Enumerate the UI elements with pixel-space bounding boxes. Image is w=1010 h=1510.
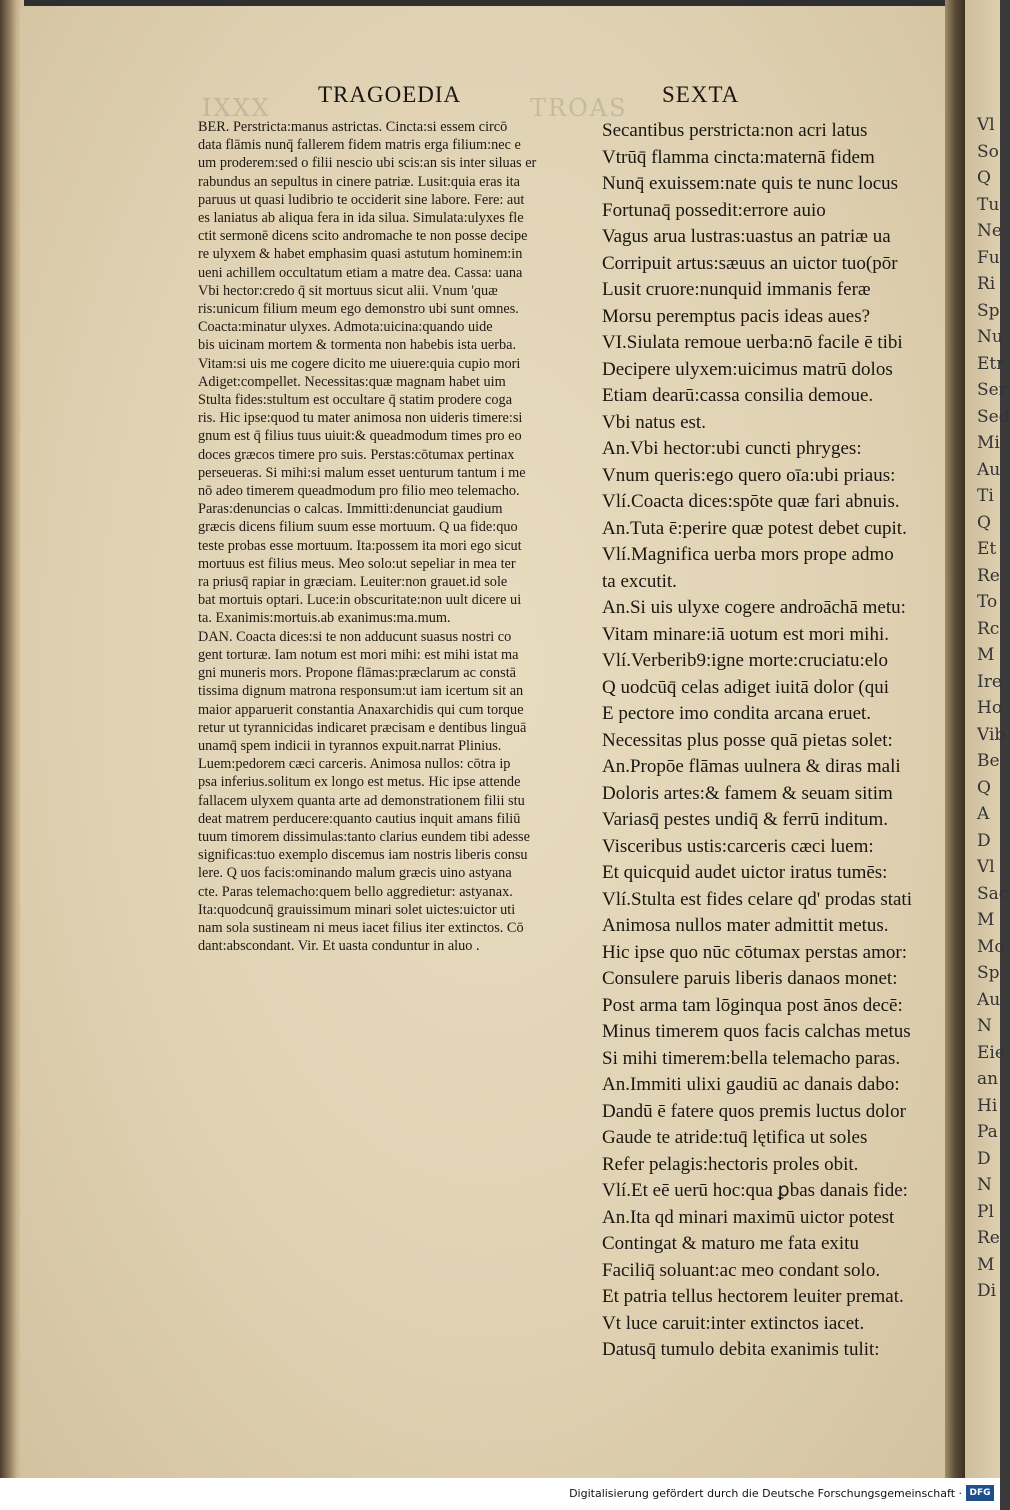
facing-page-fragment: Mi <box>977 433 1000 453</box>
facing-page-fragment: Sp <box>977 963 1000 983</box>
verse-line: Doloris artes:& famem & seuam sitim <box>602 782 893 804</box>
verse-line: Contingat & maturo me fata exitu <box>602 1233 859 1254</box>
commentary-line: ris. Hic ipse:quod tu mater animosa non uideris timere:si <box>198 410 523 427</box>
verse-line: Morsu peremptus pacis ideas aues? <box>602 305 871 327</box>
facing-page-fragment: M <box>977 645 995 665</box>
facing-page-fragment: Etr <box>977 353 1005 374</box>
verse-line: Vlí.Coacta dices:spōte quæ fari abnuis. <box>602 491 900 512</box>
facing-page-fragment: N <box>977 1016 992 1036</box>
verse-line: Hic ipse quo nūc cōtumax perstas amor: <box>602 941 907 963</box>
verse-line: Consulere paruis liberis danaos monet: <box>602 968 898 989</box>
verse-line: Lusit cruore:nunquid immanis feræ <box>602 279 871 300</box>
facing-page-fragment: D <box>977 830 991 851</box>
commentary-line: re ulyxem & habet emphasim quasi astutum hominem:in <box>198 246 523 263</box>
verse-line: Et quicquid audet uictor iratus tumēs: <box>602 862 888 883</box>
commentary-line: Ita:quodcunq̄ grauissimum minari solet uictes:uictor uti <box>198 901 516 918</box>
facing-page-fragment: Mo <box>977 936 1005 957</box>
commentary-line: retur ut tyrannicidas indicaret præcisam e dentibus linguā <box>198 719 527 736</box>
commentary-line: Coacta:minatur ulyxes. Admota:uicina:quando uide <box>198 319 493 336</box>
commentary-line: cte. Paras telemacho:quem bello aggredietur: astyanax. <box>198 883 513 900</box>
facing-page-fragment: Q <box>977 512 991 533</box>
verse-line: An.Propōe flāmas uulnera & diras mali <box>602 756 901 777</box>
verse-line: Et patria tellus hectorem leuiter premat. <box>602 1286 904 1307</box>
verse-line: Visceribus ustis:carceris cæci luem: <box>602 835 874 857</box>
verse-line: Refer pelagis:hectoris proles obit. <box>602 1153 859 1175</box>
book-gutter <box>945 0 965 1478</box>
verse-line: Vbi natus est. <box>602 411 706 433</box>
running-head-left: TRAGOEDIA <box>318 82 462 107</box>
verse-line: Q uodcūq̄ celas adiget iuitā dolor (qui <box>602 676 890 698</box>
facing-page-fragment: Rc <box>977 618 1000 639</box>
verse-line: Corripuit artus:sæuus an uictor tuo(pōr <box>602 252 898 274</box>
verse-line: An.Vbi hector:ubi cuncti phryges: <box>602 438 862 459</box>
facing-page-fragment: Vl <box>977 115 995 135</box>
commentary-line: ta. Exanimis:mortuis.ab exanimus:ma.mum. <box>198 610 451 627</box>
commentary-line: gent torturæ. Iam notum est mori mihi: est mihi istat ma <box>198 646 519 663</box>
verse-line: Secantibus perstricta:non acri latus <box>602 120 868 141</box>
commentary-line: Vitam:si uis me cogere dicito me uiuere:quia cupio mori <box>198 355 521 372</box>
verse-line: Gaude te atride:tuq̄ lętifica ut soles <box>602 1127 868 1148</box>
commentary-line: gnum est q̄ filius tuus uiuit:& queadmodum times pro eo <box>198 428 522 445</box>
verse-line: Vlí.Et eē uerū hoc:qua ꝑbas danais fide: <box>602 1180 908 1201</box>
commentary-line: tissima dignum matrona responsum:ut iam icertum sit an <box>198 683 524 700</box>
facing-page-fragment: To <box>977 592 998 612</box>
facing-page-fragment: Re <box>977 565 1000 586</box>
commentary-line: Adiget:compellet. Necessitas:quæ magnam habet uim <box>198 373 506 390</box>
verse-line: Vitam minare:iā uotum est mori mihi. <box>602 623 889 645</box>
facing-page-fragment: an <box>977 1069 999 1089</box>
facing-page-fragment: Ti <box>977 486 994 506</box>
commentary-line: paruus ut quasi ludibrio te occiderit sine labore. Fere: aut <box>198 191 525 208</box>
facing-page-edge <box>965 0 1010 1478</box>
commentary-line: ris:unicum filium meum ego demonstro ubi sunt omnes. <box>198 301 519 318</box>
verse-line: An.Si uis ulyxe cogere androāchā metu: <box>602 597 906 618</box>
commentary-line: Paras:denuncias o calcas. Immitti:denunciat gaudium <box>198 501 503 518</box>
commentary-line: rabundus an sepultus in cinere patriæ. Lusit:quia eras ita <box>198 173 520 190</box>
commentary-line: deat matrem perducere:quanto cautius inquit amans filiū <box>198 810 521 827</box>
running-head-right: SEXTA <box>662 82 740 107</box>
verse-line: Faciliq̄ soluant:ac meo condant solo. <box>602 1259 881 1281</box>
verse-line: E pectore imo condita arcana eruet. <box>602 703 872 724</box>
commentary-line: bis uicinam mortem & tormenta non habebis ista uerba. <box>198 337 517 354</box>
facing-page-fragment: Sp <box>977 300 1000 321</box>
facing-page-fragment: Et <box>977 539 997 559</box>
facing-page-fragment: A <box>977 804 990 824</box>
facing-page-fragment: Vl <box>977 857 995 877</box>
facing-page-fragment: Nu <box>977 327 1003 347</box>
commentary-line: maior apparuerit constantia Anaxarchidis qui cum torque <box>198 701 524 718</box>
commentary-line: um proderem:sed o filii nescio ubi scis:an sis inter siluas er <box>198 155 537 172</box>
verse-line: An.Ita qd minari maximū uictor potest <box>602 1206 895 1228</box>
facing-page-fragment: Ser <box>977 380 1007 400</box>
commentary-line: lere. Q uos facis:ominando malum græcis uino astyana <box>198 865 512 882</box>
commentary-line: DAN. Coacta dices:si te non adducunt suasus nostri co <box>198 628 512 645</box>
commentary-line: græcis dicens filium suum esse mortuum. Q ua fide:quo <box>198 519 518 536</box>
facing-page-fragment: Be <box>977 751 1000 771</box>
dfg-logo[interactable]: DFG <box>966 1485 994 1501</box>
facing-page-fragment: N <box>977 1175 992 1195</box>
bleed-through-right: TROAS <box>530 94 628 122</box>
verse-line: Necessitas plus posse quā pietas solet: <box>602 729 893 751</box>
facing-page-fragment: Au <box>977 989 1001 1010</box>
commentary-line: nam sola sustineam ni meus iacet filius iter extinctos. Cō <box>198 919 524 936</box>
facing-page-fragment: Ho <box>977 698 1003 718</box>
commentary-line: significas:tuo exemplo discemus iam nostris liberis consu <box>198 847 528 864</box>
commentary-line: Luem:pedorem cæci carceris. Animosa nullos: cōtra ip <box>198 756 511 773</box>
facing-page-fragment: Au <box>977 459 1001 480</box>
commentary-line: nō adeo timerem queadmodum pro filio meo telemacho. <box>198 483 520 500</box>
verse-line: Vlí.Magnifica uerba mors prope admo <box>602 544 894 565</box>
facing-page-fragment: Ire <box>977 671 1002 692</box>
facing-page-fragment: Di <box>977 1281 997 1301</box>
commentary-line: gni muneris mors. Propone flāmas:præclarum ac constā <box>198 665 517 682</box>
commentary-line: Stulta fides:stultum est occultare q̄ statim prodere coga <box>198 392 513 409</box>
commentary-line: dant:abscondant. Vir. Et uasta conduntur in aluo . <box>198 938 480 955</box>
verse-line: Fortunaq̄ possedit:errore auio <box>602 199 826 221</box>
commentary-line: ra priusq̄ rapiar in græciam. Leuiter:non grauet.id sole <box>198 574 508 591</box>
commentary-line: perseueras. Si mihi:si malum esset uenturum tantum i me <box>198 464 526 481</box>
facing-page-fragment: Pa <box>977 1122 998 1142</box>
facing-page-fragment: D <box>977 1148 991 1169</box>
commentary-line: unamq̄ spem indicii in tyrannos expuit.narrat Plinius. <box>198 737 502 754</box>
verse-line: Nunq̄ exuissem:nate quis te nunc locus <box>602 173 899 194</box>
commentary-line: teste probas esse mortuum. Ita:possem ita mori ego sicut <box>198 537 522 554</box>
verse-line: Vagus arua lustras:uastus an patriæ ua <box>602 226 891 247</box>
facing-page-fragment: Pl <box>977 1201 994 1222</box>
verse-line: Animosa nullos mater admittit metus. <box>602 915 889 936</box>
commentary-line: mortuus est filius meus. Meo solo:ut sepeliar in mea ter <box>198 555 516 572</box>
verse-line: Vlí.Verberib9:igne morte:cruciatu:elo <box>602 650 888 671</box>
facing-page-fragment: Q <box>977 168 991 188</box>
facing-page-fragment: Eie <box>977 1042 1005 1063</box>
verse-line: Datusq̄ tumulo debita exanimis tulit: <box>602 1339 880 1360</box>
verse-column <box>602 118 947 1364</box>
commentary-line: psa inferius.solitum ex longo est metus. Hic ipse attende <box>198 774 521 791</box>
facing-page-fragment: Sed <box>977 406 1010 427</box>
facing-page-fragment: Tu <box>977 194 1000 215</box>
verse-line: Vlí.Stulta est fides celare qd' prodas stati <box>602 888 912 910</box>
funding-notice: Digitalisierung gefördert durch die Deutsche Forschungsgemeinschaft · <box>569 1487 962 1500</box>
commentary-line: BER. Perstricta:manus astrictas. Cincta:si essem circō <box>198 119 508 135</box>
footer-bar <box>0 1478 1000 1510</box>
verse-line: Dandū ē fatere quos premis luctus dolor <box>602 1100 906 1122</box>
commentary-line: Vbi hector:credo q̄ sit mortuus sicut alii. Vnum 'quæ <box>198 282 498 299</box>
verse-line: Decipere ulyxem:uicimus matrū dolos <box>602 358 893 380</box>
verse-line: ta excutit. <box>602 570 677 592</box>
verse-line: Etiam dearū:cassa consilia demoue. <box>602 385 874 406</box>
commentary-line: fallacem ulyxem quanta arte ad demonstrationem filii stu <box>198 792 525 809</box>
facing-page-fragment: Fu <box>977 247 1000 268</box>
facing-page-fragment: M <box>977 910 995 930</box>
verse-line: Vtrūq̄ flamma cincta:maternā fidem <box>602 146 875 168</box>
facing-page-fragment: Hi <box>977 1095 998 1116</box>
commentary-line: data flāmis nunq̄ fallerem fidem matris erga filium:nec e <box>198 137 521 154</box>
verse-line: Vnum queris:ego quero oīa:ubi priaus: <box>602 464 896 486</box>
verse-line: Minus timerem quos facis calchas metus <box>602 1021 911 1042</box>
verse-line: Post arma tam lōginqua post ānos decē: <box>602 994 903 1016</box>
verse-line: Si mihi timerem:bella telemacho paras. <box>602 1047 901 1069</box>
commentary-line: tuum timorem dissimulas:tanto clarius eundem tibi adesse <box>198 828 530 845</box>
verse-line: Vt luce caruit:inter extinctos iacet. <box>602 1312 865 1334</box>
verse-line: An.Immiti ulixi gaudiū ac danais dabo: <box>602 1074 900 1095</box>
facing-page-fragment: So <box>977 141 999 162</box>
facing-page-fragment: Vib <box>977 724 1006 745</box>
commentary-line: bat mortuis optari. Luce:in obscuritate:non uult dicere ui <box>198 592 522 609</box>
bleed-through-left: IXXX <box>202 94 271 122</box>
commentary-line: ueni achillem occultatum etiam a matre dea. Cassa: uana <box>198 264 523 281</box>
verse-line: An.Tuta ē:perire quæ potest debet cupit. <box>602 517 907 539</box>
commentary-line: ctit sermonē dicens scito andromache te non posse decipe <box>198 228 528 245</box>
verse-line: Variasq̄ pestes undiq̄ & ferrū inditum. <box>602 809 889 830</box>
commentary-column <box>198 118 613 955</box>
commentary-line: doces græcos timere pro suis. Perstas:cōtumax pertinax <box>198 446 515 463</box>
commentary-line: es laniatus ab aliqua fera in ida silua. Simulata:ulyxes fle <box>198 210 524 227</box>
facing-page-fragment: Re <box>977 1228 1000 1248</box>
facing-page-fragment: M <box>977 1254 995 1275</box>
facing-page-fragment: Ri <box>977 274 996 294</box>
verse-line: VI.Siulata remoue uerba:nō facile ē tibi <box>602 332 903 353</box>
facing-page-fragment: Ne <box>977 221 1002 241</box>
facing-page-fragment: Sac <box>977 883 1009 904</box>
facing-page-fragment: Q <box>977 777 991 798</box>
